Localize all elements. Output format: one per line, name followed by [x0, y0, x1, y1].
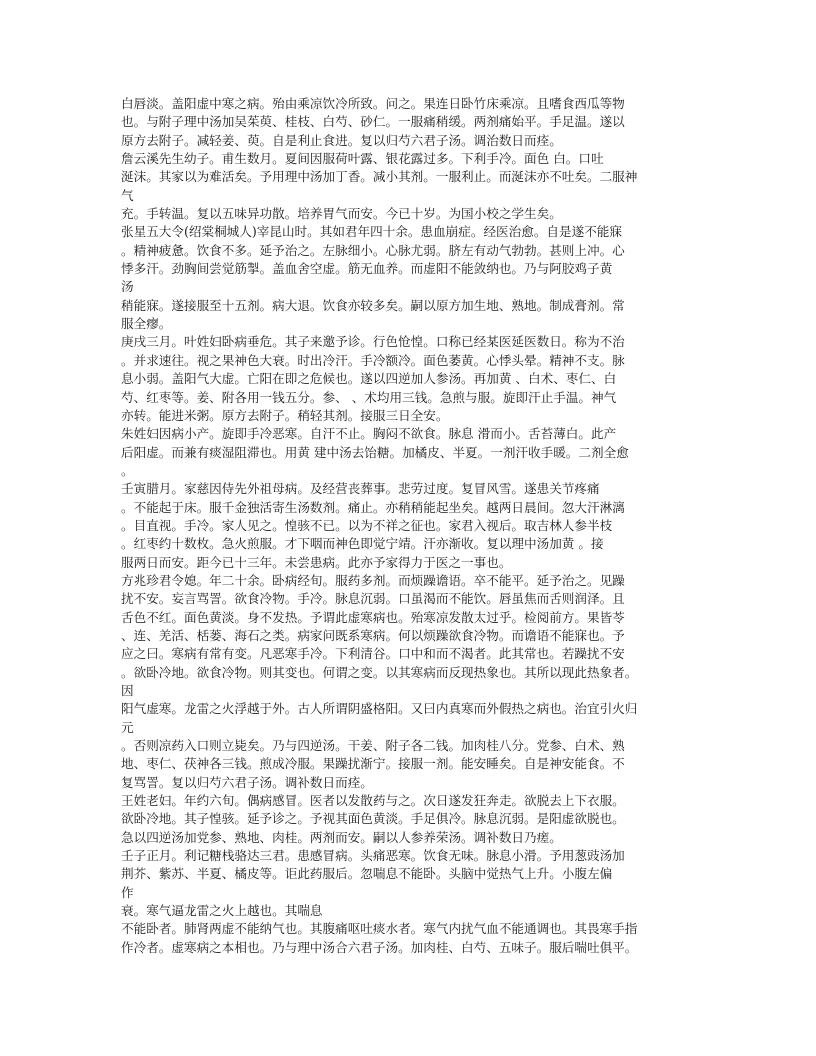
text-line: 。目直视。手冷。家人见之。惶骇不已。以为不祥之征也。家君入视后。取吉林人参半枝 [121, 517, 613, 533]
text-line: 服全瘳。 [121, 316, 172, 332]
text-line: 壬寅腊月。家慈因侍先外祖母病。及经营丧葬事。悲劳过度。复冒风雪。遂患关节疼痛 [121, 481, 600, 497]
text-line: 。精神疲惫。饮食不多。延予治之。左脉细小。心脉尤弱。脐左有动气勃勃。甚则上冲。心 [121, 242, 625, 258]
text-line: 。不能起于床。服千金独活寄生汤数剂。痛止。亦稍稍能起坐矣。越两日晨间。忽大汗淋漓 [121, 499, 625, 515]
text-line: 阳气虚寒。龙雷之火浮越于外。古人所谓阴盛格阳。又曰内真寒而外假热之病也。治宜引火归 [121, 701, 638, 717]
text-line: 地、枣仁、茯神各三钱。煎成冷服。果躁扰渐宁。接服一剂。能安睡矣。自是神安能食。不 [121, 756, 625, 772]
text-line: 。 [121, 462, 134, 478]
text-line: 詹云溪先生幼子。甫生数月。夏间因服荷叶露、银花露过多。下利手冷。面色 白。口吐 [121, 151, 604, 167]
text-line: 悸多汗。劲胸间尝觉筋掣。盖血舍空虚。筋无血养。而虚阳不能敛纳也。乃与阿胶鸡子黄 [121, 261, 613, 277]
text-line: 因 [121, 683, 134, 698]
text-line: 扰不安。妄言骂詈。欲食冷物。手冷。脉息沉弱。口虽渴而不能饮。唇虽焦而舌则润泽。且 [121, 591, 625, 607]
text-line: 欲卧冷地。其子惶骇。延予诊之。予视其面色黄淡。手足俱冷。脉息沉弱。是阳虚欲脱也。 [121, 811, 625, 827]
text-line: 庚戌三月。叶姓妇卧病垂危。其子来邀予诊。行色怆惶。口称已经某医延医数日。称为不治 [121, 334, 625, 350]
text-line: 涎沫。其家以为难活矣。予用理中汤加丁香。减小其剂。一服利止。而涎沫亦不吐矣。二服神 [121, 169, 638, 185]
text-line: 汤 [121, 279, 134, 295]
text-line: 方兆珍君令媳。年二十余。卧病经旬。服药多剂。而烦躁谵语。卒不能平。延予治之。见躁 [121, 572, 625, 588]
text-line: 不能卧者。肺肾两虚不能纳气也。其腹痛呕吐痰水者。寒气内扰气血不能通调也。其畏寒手指 [121, 921, 638, 937]
text-line: 荆芥、紫苏、半夏、橘皮等。讵此药服后。忽喘息不能卧。头脑中觉热气上升。小腹左偏 [121, 866, 613, 882]
text-line: 息小弱。盖阳气大虚。亡阳在即之危候也。遂以四逆加人参汤。再加黄 、白术、枣仁、白 [121, 371, 617, 387]
text-line: 衰。寒气逼龙雷之火上越也。其喘息 [121, 903, 323, 919]
text-line: 原方去附子。减轻姜、萸。自是利止食进。复以归芍六君子汤。调治数日而痊。 [121, 132, 562, 148]
text-line: 复骂詈。复以归芍六君子汤。调补数日而痊。 [121, 774, 373, 790]
text-line: 。欲卧冷地。欲食冷物。则其变也。何谓之变。以其寒病而反现热象也。其所以现此热象者。 [121, 664, 638, 680]
text-line: 气 [121, 187, 134, 203]
text-line: 。否则凉药入口则立毙矣。乃与四逆汤。干姜、附子各二钱。加肉桂八分。党参、白术、熟 [121, 738, 625, 754]
text-line: 后阳虚。而兼有痰湿阻滞也。用黄 建中汤去饴糖。加橘皮、半夏。一剂汗收手暖。二剂全愈 [121, 444, 629, 460]
text-line: 朱姓妇因病小产。旋即手冷恶寒。自汗不止。胸闷不欲食。脉息 滑而小。舌苔薄白。此产 [121, 426, 617, 442]
text-line: 作 [121, 884, 134, 900]
text-line: 白唇淡。盖阳虚中寒之病。殆由乘凉饮冷所致。问之。果连日卧竹床乘凉。且嗜食西瓜等物 [121, 96, 625, 111]
text-line: 作冷者。虚寒病之本相也。乃与理中汤合六君子汤。加肉桂、白芍、五味子。服后喘吐俱平。 [121, 939, 638, 955]
text-line: 元 [121, 719, 134, 735]
text-line [121, 957, 696, 975]
text-line: 。并求速往。视之果神色大衰。时出冷汗。手冷额冷。面色萎黄。心悸头晕。精神不支。脉 [121, 352, 625, 368]
text-line: 稍能寐。遂接服至十五剂。病大退。饮食亦较多矣。嗣以原方加生地、熟地。制成膏剂。常 [121, 297, 625, 313]
text-line: 芍、红枣等。姜、附各用一钱五分。参、 、术均用三钱。急煎与服。旋即汗止手温。神气 [121, 389, 617, 405]
text-line: 王姓老妇。年约六旬。偶病感冒。医者以发散药与之。次日遂发狂奔走。欲脱去上下衣服。 [121, 793, 625, 809]
text-line: 张星五大令(绍棠桐城人)宰昆山时。其如君年四十余。患血崩症。经医治愈。自是遂不能寐 [121, 224, 622, 240]
text-line: 急以四逆汤加党参、熟地、肉桂。两剂而安。嗣以人参养荣汤。调补数日乃瘥。 [121, 829, 562, 845]
text-line: 舌色不红。面色黄淡。身不发热。予谓此虚寒病也。殆寒凉发散太过乎。检阅前方。果皆苓 [121, 609, 625, 625]
text-line: 亦转。能进米粥。原方去附子。稍轻其剂。接服三日全安。 [121, 407, 449, 423]
text-line: 、连、羌活、栝蒌、海石之类。病家问既系寒病。何以烦躁欲食冷物。而谵语不能寐也。予 [121, 627, 625, 643]
document-page [121, 95, 696, 976]
text-line: 充。手转温。复以五味异功散。培养胃气而安。今已十岁。为国小校之学生矣。 [121, 206, 562, 222]
text-line: 服两日而安。距今已十三年。未尝患病。此亦予家得力于医之一事也。 [121, 554, 512, 570]
text-line: 壬子正月。利记糖栈骆达三君。患感冒病。头痛恶寒。饮食无味。脉息小滑。予用葱豉汤加 [121, 848, 625, 864]
text-line: 应之曰。寒病有常有变。凡恶寒手冷。下利清谷。口中和而不渴者。此其常也。若躁扰不安 [121, 646, 625, 662]
text-line: 。红枣约十数枚。急火煎服。才下咽而神色即觉宁靖。汗亦渐收。复以理中汤加黄 。接 [121, 536, 604, 552]
text-line: 也。与附子理中汤加吴茱萸、桂枝、白芍、砂仁。一服痛稍缓。两剂痛始平。手足温。遂以 [121, 114, 625, 130]
